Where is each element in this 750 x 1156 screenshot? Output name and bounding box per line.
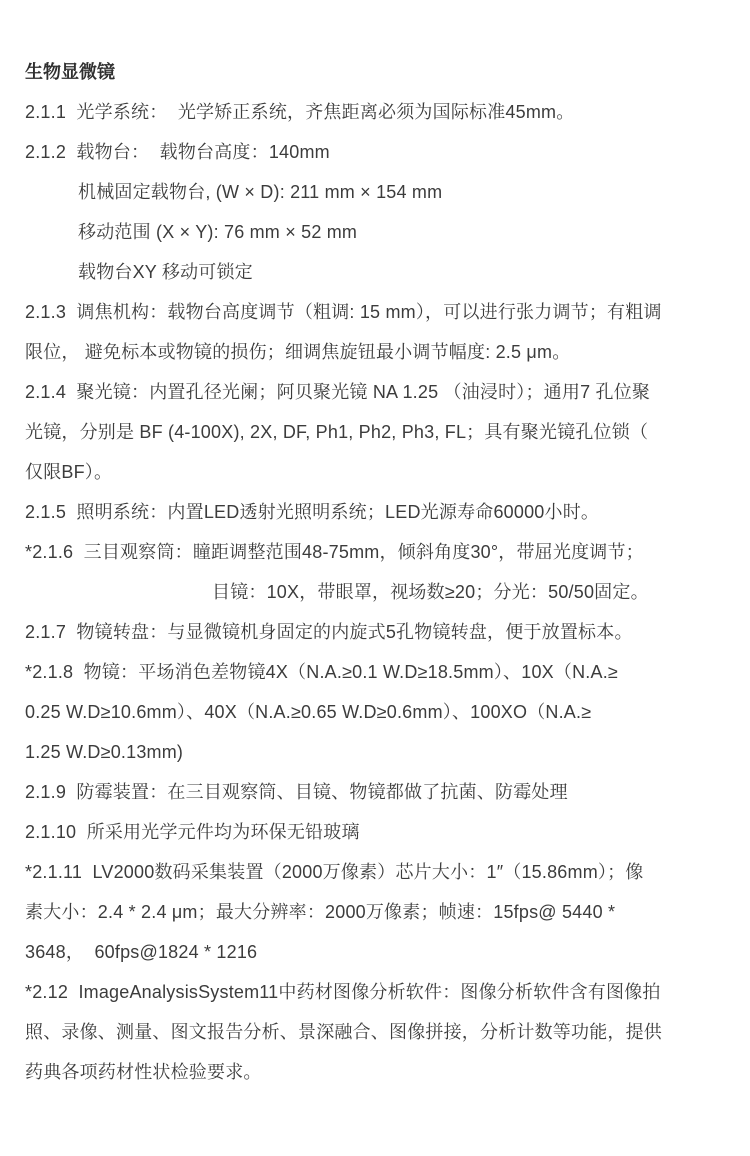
spec-line-2-1-8: *2.1.8 物镜：平场消色差物镜4X（N.A.≥0.1 W.D≥18.5mm）、10X（N.A.≥ — [25, 662, 618, 682]
spec-line-2-1-10: 2.1.10 所采用光学元件均为环保无铅玻璃 — [25, 822, 360, 842]
spec-line-2-1-8-cont1: 0.25 W.D≥10.6mm）、40X（N.A.≥0.65 W.D≥0.6mm）、100XO（N.A.≥ — [25, 702, 592, 722]
spec-line-2-1-3: 2.1.3 调焦机构：载物台高度调节（粗调: 15 mm），可以进行张力调节；有粗调 — [25, 302, 662, 322]
spec-line-2-1-11-cont1: 素大小：2.4 * 2.4 μm；最大分辨率：2000万像素；帧速：15fps@ 5440 * — [25, 902, 616, 922]
spec-line-2-1-6: *2.1.6 三目观察筒：瞳距调整范围48-75mm，倾斜角度30°，带屈光度调节； — [25, 542, 644, 562]
spec-line-2-1-7: 2.1.7 物镜转盘：与显微镜机身固定的内旋式5孔物镜转盘，便于放置标本。 — [25, 622, 633, 642]
spec-line-2-1-4-cont2: 仅限BF）。 — [25, 462, 113, 482]
spec-line-2-1-5: 2.1.5 照明系统：内置LED透射光照明系统；LED光源寿命60000小时。 — [25, 502, 600, 522]
spec-line-2-1-6-eyepiece: 目镜：10X，带眼罩，视场数≥20；分光：50/50固定。 — [212, 582, 649, 602]
spec-line-2-1-4: 2.1.4 聚光镜：内置孔径光阑；阿贝聚光镜 NA 1.25 （油浸时）；通用7 孔位聚 — [25, 382, 651, 402]
spec-line-2-1-1: 2.1.1 光学系统： 光学矫正系统，齐焦距离必须为国际标准45mm。 — [25, 102, 575, 122]
spec-line-2-1-11: *2.1.11 LV2000数码采集装置（2000万像素）芯片大小：1″（15.86mm）；像 — [25, 862, 644, 882]
spec-line-2-12-cont2: 药典各项药材性状检验要求。 — [25, 1062, 262, 1082]
spec-line-2-12: *2.12 ImageAnalysisSystem11中药材图像分析软件：图像分析软件含有图像拍 — [25, 982, 661, 1002]
spec-line-2-1-2-travel-range: 移动范围 (X × Y): 76 mm × 52 mm — [78, 222, 358, 242]
spec-line-2-1-11-cont2: 3648， 60fps@1824 * 1216 — [25, 942, 258, 962]
spec-line-2-1-4-cont1: 光镜，分别是 BF (4-100X), 2X, DF, Ph1, Ph2, Ph3, FL；具有聚光镜孔位锁（ — [25, 422, 649, 442]
spec-line-2-1-9: 2.1.9 防霉装置：在三目观察筒、目镜、物镜都做了抗菌、防霉处理 — [25, 782, 568, 802]
spec-line-2-1-2-stage-size: 机械固定载物台, (W × D): 211 mm × 154 mm — [78, 182, 443, 202]
spec-line-2-1-2-xy-lock: 载物台XY 移动可锁定 — [78, 262, 253, 282]
spec-line-2-1-3-cont: 限位， 避免标本或物镜的损伤；细调焦旋钮最小调节幅度: 2.5 μm。 — [25, 342, 571, 362]
spec-line-2-1-2: 2.1.2 载物台： 载物台高度：140mm — [25, 142, 330, 162]
spec-line-2-12-cont1: 照、录像、测量、图文报告分析、景深融合、图像拼接，分析计数等功能，提供 — [25, 1022, 662, 1042]
spec-line-2-1-8-cont2: 1.25 W.D≥0.13mm) — [25, 742, 184, 762]
page-title: 生物显微镜 — [25, 62, 115, 82]
